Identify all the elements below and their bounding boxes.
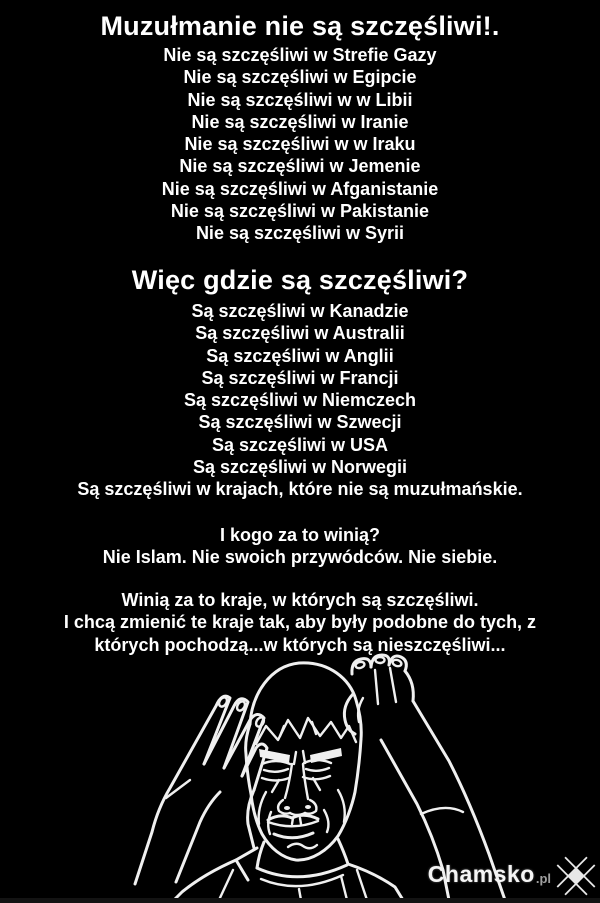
bottom-border xyxy=(0,898,600,903)
meme-line: Są szczęśliwi w Australii xyxy=(195,323,405,344)
conclusion-section xyxy=(0,589,600,656)
blame-answer: Nie Islam. Nie swoich przywódców. Nie siebie. xyxy=(102,547,498,567)
meme-line: Nie są szczęśliwi w Egipcie xyxy=(183,67,417,88)
meme-line: Nie są szczęśliwi w Strefie Gazy xyxy=(163,45,437,65)
meme-line: Są szczęśliwi w Szwecji xyxy=(198,412,402,433)
meme-line: Są szczęśliwi w Niemczech xyxy=(183,390,417,411)
meme-line: Są szczęśliwi w Anglii xyxy=(206,345,394,366)
happy-section xyxy=(0,300,600,501)
meme-line: których pochodzą...w których są nieszczęśliwi... xyxy=(94,634,506,655)
hash-icon xyxy=(554,853,598,899)
watermark xyxy=(428,851,598,897)
meme-line: Są szczęśliwi w Kanadzie xyxy=(191,301,409,321)
meme-title: Muzułmanie nie są szczęśliwi!. xyxy=(100,11,500,41)
happy-heading: Więc gdzie są szczęśliwi? xyxy=(131,265,469,295)
brand-name: Chamsko xyxy=(427,860,535,887)
meme-line: Nie są szczęśliwi w w Libii xyxy=(187,89,413,110)
meme-line: Winią za to kraje, w których są szczęśliwi. xyxy=(121,590,479,610)
meme-line: Są szczęśliwi w krajach, które nie są muzułmańskie. xyxy=(77,479,523,500)
brand-tld: .pl xyxy=(535,870,551,886)
meme-line: Nie są szczęśliwi w Jemenie xyxy=(179,156,421,177)
meme-line: Nie są szczęśliwi w Iranie xyxy=(191,111,409,132)
meme-line: Nie są szczęśliwi w Pakistanie xyxy=(170,201,430,222)
meme-line: Są szczęśliwi w Francji xyxy=(201,367,399,388)
meme-line: Nie są szczęśliwi w Syrii xyxy=(195,223,405,244)
unhappy-section xyxy=(0,44,600,245)
blame-question: I kogo za to winią? xyxy=(219,525,380,545)
meme-line: I chcą zmienić te kraje tak, aby były podobne do tych, z xyxy=(63,612,537,633)
meme-line: Nie są szczęśliwi w Afganistanie xyxy=(161,178,439,199)
meme-line: Są szczęśliwi w Norwegii xyxy=(192,457,408,478)
meme-line: Nie są szczęśliwi w w Iraku xyxy=(184,134,416,155)
meme-line: Są szczęśliwi w USA xyxy=(211,434,389,455)
